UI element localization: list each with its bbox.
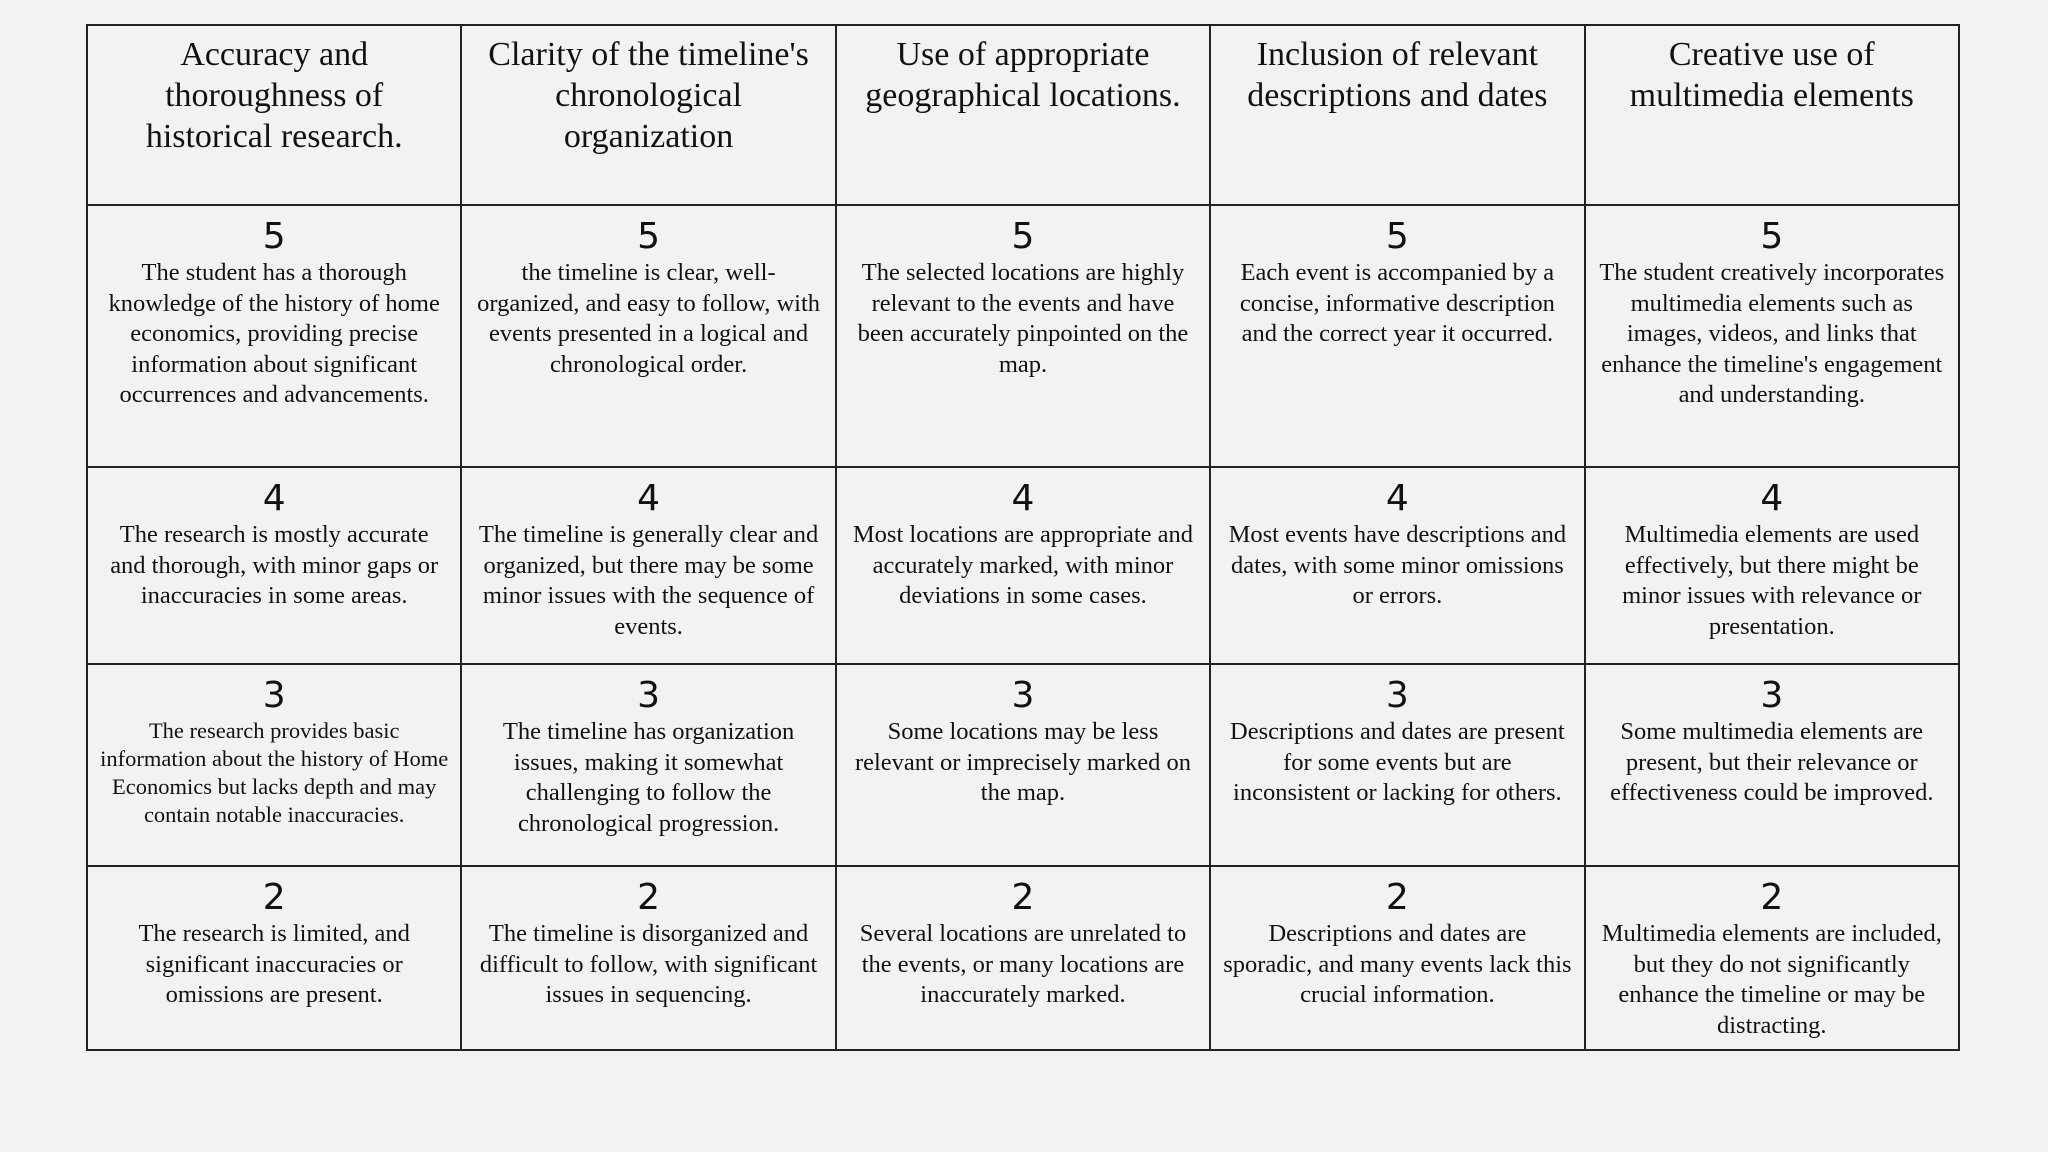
- score-label: 2: [1385, 877, 1409, 918]
- score-label: 4: [1011, 478, 1035, 519]
- rubric-row-score-2: [87, 866, 1959, 1050]
- cell-description: The research is limited, and significant inaccuracies or omissions are present.: [138, 920, 410, 1008]
- cell-description: Each event is accompanied by a concise, informative description and the correct year it occurred.: [1239, 259, 1555, 347]
- score-label: 5: [1011, 216, 1035, 257]
- criterion-header-accuracy: Accuracy and thoroughness of historical research.: [87, 25, 461, 205]
- rubric-cell: [461, 664, 835, 866]
- score-label: 4: [1760, 478, 1784, 519]
- cell-description: Several locations are unrelated to the events, or many locations are inaccurately marked.: [859, 920, 1187, 1008]
- cell-description: The selected locations are highly relevant to the events and have been accurately pinpointed on the map.: [857, 259, 1189, 378]
- rubric-cell: [461, 866, 835, 1050]
- rubric-cell: [1585, 205, 1959, 467]
- score-label: 2: [1011, 877, 1035, 918]
- rubric-cell: [1585, 866, 1959, 1050]
- score-label: 3: [1760, 675, 1784, 716]
- cell-description: Descriptions and dates are sporadic, and many events lack this crucial information.: [1223, 920, 1572, 1008]
- score-label: 5: [262, 216, 286, 257]
- score-label: 5: [1760, 216, 1784, 257]
- cell-description: The research is mostly accurate and thorough, with minor gaps or inaccuracies in some areas.: [110, 521, 439, 609]
- rubric-cell: [1585, 467, 1959, 664]
- score-label: 3: [1385, 675, 1409, 716]
- score-label: 2: [637, 877, 661, 918]
- cell-description: Most events have descriptions and dates, with some minor omissions or errors.: [1228, 521, 1567, 609]
- cell-description: The timeline is generally clear and organized, but there may be some minor issues with the sequence of events.: [478, 521, 819, 640]
- cell-description: Multimedia elements are used effectively, but there might be minor issues with relevance or presentation.: [1622, 521, 1922, 640]
- rubric-cell: [461, 467, 835, 664]
- cell-description: Multimedia elements are included, but they do not significantly enhance the timeline or may be distracting.: [1601, 920, 1942, 1039]
- cell-description: The student has a thorough knowledge of the history of home economics, providing precise information about significant occurrences and advancements.: [108, 259, 440, 408]
- score-label: 2: [262, 877, 286, 918]
- score-label: 4: [637, 478, 661, 519]
- cell-description: Some multimedia elements are present, but their relevance or effectiveness could be improved.: [1610, 718, 1934, 806]
- rubric-cell: [836, 866, 1210, 1050]
- criterion-header-descriptions: Inclusion of relevant descriptions and dates: [1210, 25, 1584, 205]
- rubric-row-score-4: [87, 467, 1959, 664]
- rubric-row-score-3: [87, 664, 1959, 866]
- rubric-cell: [1585, 664, 1959, 866]
- rubric-cell: [836, 205, 1210, 467]
- score-label: 3: [1011, 675, 1035, 716]
- cell-description: the timeline is clear, well-organized, and easy to follow, with events presented in a logical and chronological order.: [477, 259, 821, 378]
- cell-description: The timeline is disorganized and difficult to follow, with significant issues in sequencing.: [479, 920, 818, 1008]
- score-label: 4: [1385, 478, 1409, 519]
- score-label: 3: [637, 675, 661, 716]
- rubric-row-score-5: [87, 205, 1959, 467]
- score-label: 2: [1760, 877, 1784, 918]
- score-label: 3: [262, 675, 286, 716]
- rubric-cell: [461, 205, 835, 467]
- rubric-cell: [87, 664, 461, 866]
- cell-description: The student creatively incorporates multimedia elements such as images, videos, and links that enhance the timeline's engagement and understanding.: [1599, 259, 1945, 408]
- cell-description: Most locations are appropriate and accurately marked, with minor deviations in some cases.: [852, 521, 1194, 609]
- criterion-header-clarity: Clarity of the timeline's chronological organization: [461, 25, 835, 205]
- rubric-cell: [836, 467, 1210, 664]
- rubric-header-row: [87, 25, 1959, 205]
- score-label: 4: [262, 478, 286, 519]
- rubric-cell: [1210, 467, 1584, 664]
- score-label: 5: [637, 216, 661, 257]
- score-label: 5: [1385, 216, 1409, 257]
- rubric-cell: [87, 205, 461, 467]
- criterion-header-multimedia: Creative use of multimedia elements: [1585, 25, 1959, 205]
- cell-description: Some locations may be less relevant or imprecisely marked on the map.: [854, 718, 1191, 806]
- cell-description: Descriptions and dates are present for some events but are inconsistent or lacking for others.: [1230, 718, 1565, 806]
- rubric-cell: [87, 467, 461, 664]
- rubric-table: [86, 24, 1960, 1051]
- rubric-cell: [1210, 664, 1584, 866]
- criterion-header-locations: Use of appropriate geographical locations.: [836, 25, 1210, 205]
- cell-description: The research provides basic information about the history of Home Economics but lacks depth and may contain notable inaccuracies.: [100, 718, 449, 827]
- rubric-cell: [836, 664, 1210, 866]
- rubric-cell: [1210, 205, 1584, 467]
- rubric-cell: [87, 866, 461, 1050]
- rubric-cell: [1210, 866, 1584, 1050]
- cell-description: The timeline has organization issues, making it somewhat challenging to follow the chronological progression.: [502, 718, 795, 837]
